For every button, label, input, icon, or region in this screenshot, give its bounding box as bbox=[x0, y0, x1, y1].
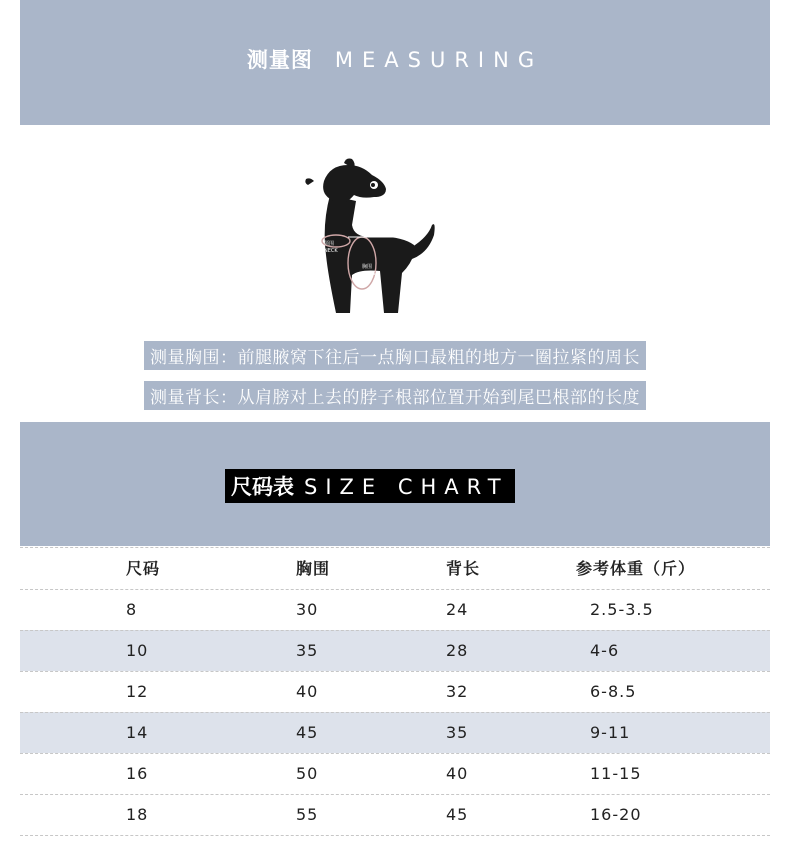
cell-back-length: 32 bbox=[446, 682, 469, 701]
cell-size: 16 bbox=[126, 764, 149, 783]
measuring-title bbox=[20, 44, 770, 74]
back-measure-note: 测量背长：从肩膀对上去的脖子根部位置开始到尾巴根部的长度 bbox=[144, 381, 646, 410]
dog-measuring-illustration bbox=[300, 155, 440, 320]
table-row bbox=[20, 712, 770, 753]
table-row bbox=[20, 630, 770, 671]
table-row bbox=[20, 589, 770, 630]
measuring-header-band bbox=[20, 0, 770, 125]
measuring-title-cn: 测量图 bbox=[246, 48, 313, 72]
header-weight: 参考体重（斤） bbox=[576, 559, 696, 578]
size-chart-band bbox=[20, 422, 770, 546]
table-row bbox=[20, 671, 770, 712]
cell-chest: 40 bbox=[296, 682, 319, 701]
measuring-title-en: MEASURING bbox=[334, 48, 544, 72]
table-row bbox=[20, 794, 770, 836]
cell-chest: 35 bbox=[296, 641, 319, 660]
cell-back-length: 28 bbox=[446, 641, 469, 660]
cell-size: 10 bbox=[126, 641, 149, 660]
cell-size: 12 bbox=[126, 682, 149, 701]
size-chart-title-cn: 尺码表 bbox=[231, 475, 294, 499]
cell-chest: 30 bbox=[296, 600, 319, 619]
table-row bbox=[20, 753, 770, 794]
cell-size: 18 bbox=[126, 805, 149, 824]
dog-tail-icon bbox=[412, 224, 435, 259]
table-header-row bbox=[20, 547, 770, 589]
cell-back-length: 40 bbox=[446, 764, 469, 783]
cell-back-length: 35 bbox=[446, 723, 469, 742]
header-chest: 胸围 bbox=[296, 559, 331, 578]
neck-label-en: NECK bbox=[324, 248, 338, 254]
cell-weight: 11-15 bbox=[590, 764, 642, 783]
cell-size: 14 bbox=[126, 723, 149, 742]
header-size: 尺码 bbox=[126, 559, 161, 578]
cell-weight: 4-6 bbox=[590, 641, 620, 660]
size-table bbox=[20, 547, 770, 836]
cell-weight: 16-20 bbox=[590, 805, 642, 824]
cell-weight: 6-8.5 bbox=[590, 682, 637, 701]
size-chart-title-en: SIZE CHART bbox=[304, 475, 509, 499]
cell-weight: 2.5-3.5 bbox=[590, 600, 654, 619]
cell-back-length: 45 bbox=[446, 805, 469, 824]
chest-label-cn: 胸围 bbox=[362, 264, 373, 270]
back-length-label: 背长LENGTH bbox=[356, 228, 393, 235]
size-chart-title bbox=[225, 469, 515, 503]
cell-chest: 55 bbox=[296, 805, 319, 824]
chest-label-en: CHEST bbox=[362, 271, 379, 277]
cell-chest: 45 bbox=[296, 723, 319, 742]
neck-label-cn: 领围 bbox=[324, 241, 335, 247]
cell-weight: 9-11 bbox=[590, 723, 631, 742]
chest-measure-note: 测量胸围：前腿腋窝下往后一点胸口最粗的地方一圈拉紧的周长 bbox=[144, 341, 646, 370]
header-back-length: 背长 bbox=[446, 559, 481, 578]
dog-body-icon bbox=[325, 195, 415, 313]
cell-back-length: 24 bbox=[446, 600, 469, 619]
cell-chest: 50 bbox=[296, 764, 319, 783]
cell-size: 8 bbox=[126, 600, 138, 619]
